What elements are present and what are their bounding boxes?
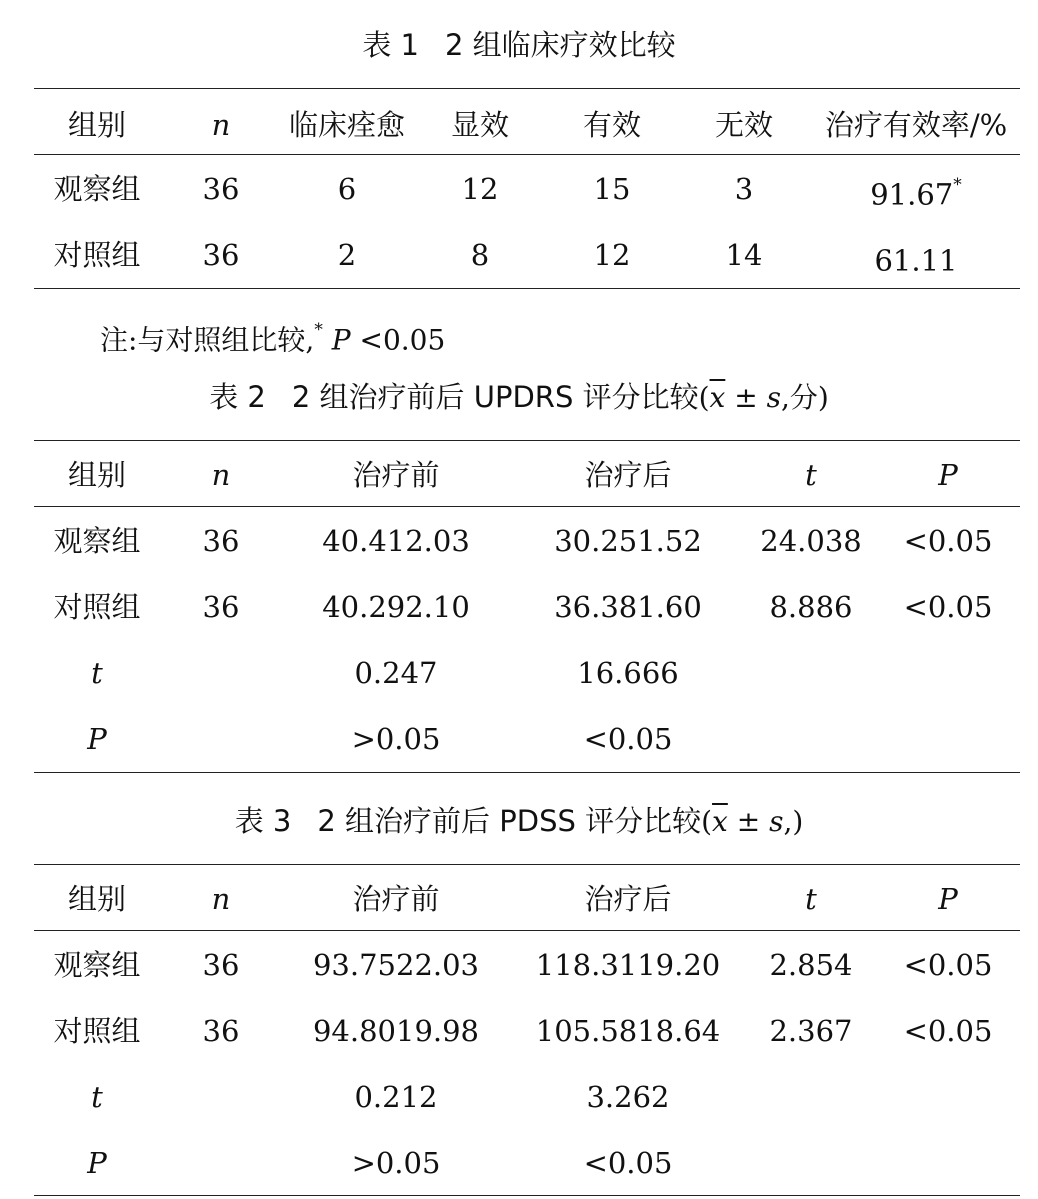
- cell-cured: 6: [337, 172, 357, 206]
- table3-caption: [0, 804, 1038, 839]
- cell-effective: 15: [593, 172, 631, 206]
- cell-n: 36: [202, 948, 240, 982]
- cell-p: [876, 1130, 1020, 1196]
- note-prefix: 注:与对照组比较,: [100, 323, 315, 357]
- header-group: 组别: [67, 458, 126, 492]
- cell-p: [876, 640, 1020, 706]
- cell-group: 对照组: [53, 590, 141, 624]
- plus-minus: ±: [727, 805, 770, 838]
- table1-number: 表 1: [362, 28, 419, 62]
- note-rest: <0.05: [359, 323, 446, 357]
- table-row: [34, 156, 1020, 222]
- cell-cured: 2: [337, 238, 357, 272]
- table3-bottom-rule: [34, 1195, 1020, 1196]
- note-p: P: [331, 323, 351, 357]
- cell-t: [746, 640, 876, 706]
- header-marked: 显效: [450, 108, 509, 142]
- cell-p: [876, 706, 1020, 772]
- cell-n: [160, 1130, 282, 1196]
- cell-t: [746, 706, 876, 772]
- cell-rate: [812, 156, 1020, 222]
- rate-value: 91.67: [870, 177, 954, 212]
- cell-n: 36: [202, 1014, 240, 1048]
- mean-symbol: $\overline{x}$: [712, 805, 728, 838]
- table1-caption: [0, 28, 1038, 62]
- cell-after: 118.3119.20: [535, 948, 721, 982]
- cell-p: <0.05: [903, 1014, 993, 1048]
- paren-open: (: [701, 805, 713, 838]
- cell-before: 93.7522.03: [312, 948, 480, 982]
- cell-p: <0.05: [903, 524, 993, 558]
- table-row: [34, 1130, 1020, 1196]
- table3-number: 表 3: [234, 804, 292, 838]
- cell-group: 观察组: [53, 524, 141, 558]
- cell-group: P: [87, 722, 107, 756]
- header-after: 治疗后: [584, 458, 672, 492]
- table-row: [34, 932, 1020, 998]
- cell-t: [746, 1064, 876, 1130]
- table2-top-rule: [34, 440, 1020, 441]
- cell-t: 24.038: [760, 524, 862, 558]
- cell-n: [160, 640, 282, 706]
- paren-open: (: [698, 381, 710, 414]
- table3-top-rule: [34, 864, 1020, 865]
- header-p: P: [938, 458, 958, 492]
- table3-title: 2 组治疗前后 PDSS 评分比较: [317, 804, 702, 838]
- cell-after: 36.381.60: [554, 590, 702, 624]
- cell-p: <0.05: [903, 948, 993, 982]
- cell-group: 观察组: [53, 948, 141, 982]
- cell-after: 30.251.52: [554, 524, 702, 558]
- cell-t: 2.854: [769, 948, 853, 982]
- sd-symbol: s: [769, 805, 784, 838]
- plus-minus: ±: [725, 381, 767, 414]
- header-after: 治疗后: [584, 882, 672, 916]
- header-before: 治疗前: [352, 458, 440, 492]
- table1-header-rule: [34, 154, 1020, 155]
- cell-n: 36: [202, 524, 240, 558]
- cell-group: 对照组: [53, 238, 141, 272]
- header-n: n: [211, 458, 231, 492]
- table3-header-row: [34, 866, 1020, 932]
- header-group: 组别: [67, 108, 126, 142]
- header-cured: 临床痊愈: [288, 108, 405, 142]
- header-n: n: [211, 108, 231, 142]
- table-row: [34, 998, 1020, 1064]
- cell-group: P: [87, 1146, 107, 1180]
- rate-value: 61.11: [874, 243, 958, 278]
- table2-caption: [0, 380, 1038, 415]
- caption-unit: ,分): [780, 381, 829, 414]
- table2-bottom-rule: [34, 772, 1020, 773]
- significance-mark: *: [953, 175, 962, 195]
- table-row: [34, 640, 1020, 706]
- header-t: t: [805, 882, 817, 916]
- table1-header-row: [34, 92, 1020, 158]
- cell-n: 36: [202, 590, 240, 624]
- cell-invalid: 3: [734, 172, 754, 206]
- cell-t: [746, 1130, 876, 1196]
- table1-top-rule: [34, 88, 1020, 89]
- table2-title: 2 组治疗前后 UPDRS 评分比较: [291, 380, 699, 414]
- cell-n: 36: [202, 238, 240, 272]
- cell-n: [160, 706, 282, 772]
- table-row: [34, 706, 1020, 772]
- cell-n: 36: [202, 172, 240, 206]
- cell-t: 8.886: [769, 590, 853, 624]
- cell-marked: 8: [470, 238, 490, 272]
- table-row: [34, 222, 1020, 288]
- cell-after: 3.262: [586, 1080, 670, 1114]
- cell-after: <0.05: [583, 722, 673, 756]
- table-row: [34, 574, 1020, 640]
- table2-number: 表 2: [209, 380, 266, 414]
- cell-after: <0.05: [583, 1146, 673, 1180]
- mean-symbol: $\overline{x}$: [709, 381, 726, 414]
- cell-group: 对照组: [53, 1014, 141, 1048]
- cell-t: 2.367: [769, 1014, 853, 1048]
- cell-before: 40.412.03: [322, 524, 470, 558]
- table3-header-rule: [34, 930, 1020, 931]
- header-p: P: [938, 882, 958, 916]
- cell-before: >0.05: [351, 722, 441, 756]
- cell-n: [160, 1064, 282, 1130]
- header-before: 治疗前: [352, 882, 440, 916]
- cell-group: t: [91, 1080, 103, 1114]
- table-row: [34, 1064, 1020, 1130]
- cell-before: 94.8019.98: [312, 1014, 480, 1048]
- cell-after: 105.5818.64: [535, 1014, 721, 1048]
- cell-marked: 12: [461, 172, 499, 206]
- cell-before: 0.212: [354, 1080, 438, 1114]
- table1-bottom-rule: [34, 288, 1020, 289]
- header-rate: 治疗有效率/%: [824, 108, 1008, 142]
- table1-note: [100, 314, 446, 357]
- header-group: 组别: [67, 882, 126, 916]
- header-invalid: 无效: [714, 108, 773, 142]
- cell-p: <0.05: [903, 590, 993, 624]
- caption-unit: ,): [783, 805, 804, 838]
- header-effective: 有效: [582, 108, 641, 142]
- cell-before: 40.292.10: [322, 590, 470, 624]
- cell-invalid: 14: [725, 238, 763, 272]
- cell-before: 0.247: [354, 656, 438, 690]
- header-t: t: [805, 458, 817, 492]
- cell-effective: 12: [593, 238, 631, 272]
- cell-rate: [812, 222, 1020, 288]
- note-mark: *: [314, 320, 323, 340]
- cell-before: >0.05: [351, 1146, 441, 1180]
- cell-group: 观察组: [53, 172, 141, 206]
- table1-title: 2 组临床疗效比较: [445, 28, 676, 62]
- cell-after: 16.666: [577, 656, 679, 690]
- table-row: [34, 508, 1020, 574]
- cell-p: [876, 1064, 1020, 1130]
- table2-header-rule: [34, 506, 1020, 507]
- cell-group: t: [91, 656, 103, 690]
- sd-symbol: s: [766, 381, 781, 414]
- header-n: n: [211, 882, 231, 916]
- table2-header-row: [34, 442, 1020, 508]
